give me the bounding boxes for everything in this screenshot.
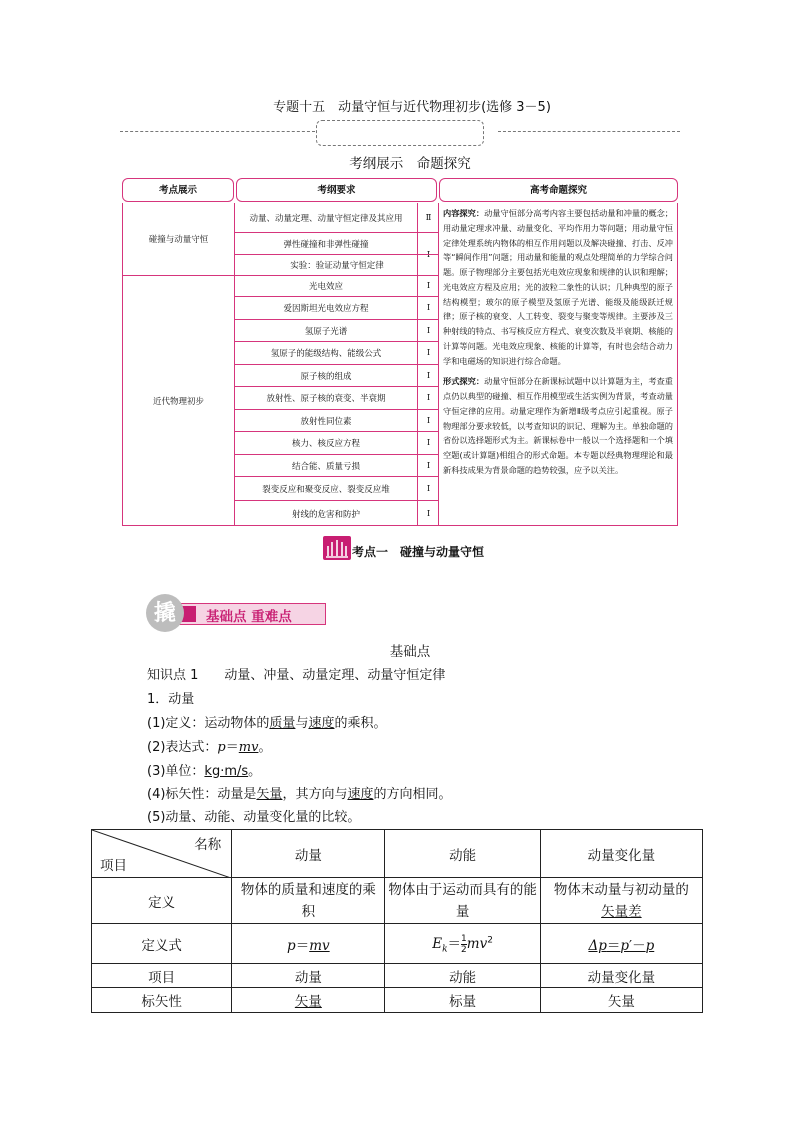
comparison-intro: (5)动量、动能、动量变化量的比较。 bbox=[147, 810, 361, 825]
point-icon bbox=[323, 536, 351, 560]
section-subtitle: 考纲展示 命题探究 bbox=[349, 156, 471, 172]
requirement-level: Ⅰ bbox=[417, 432, 439, 454]
requirement-text: 原子核的组成 bbox=[300, 371, 352, 382]
def-momentum-change: 物体末动量与初动量的 矢量差 bbox=[540, 878, 702, 924]
requirement-row bbox=[235, 341, 439, 364]
requirement-level: Ⅰ bbox=[417, 342, 439, 364]
badge-text: 基础点 重难点 bbox=[206, 609, 292, 625]
topic-modern-physics: 近代物理初步 bbox=[152, 397, 204, 407]
vec-momentum: 矢量 bbox=[232, 988, 385, 1013]
requirement-level: Ⅰ bbox=[417, 233, 439, 276]
requirement-level: Ⅰ bbox=[417, 297, 439, 319]
requirement-text: 射线的危害和防护 bbox=[291, 509, 360, 520]
title-dashed-box bbox=[316, 120, 484, 146]
requirement-row bbox=[235, 275, 439, 296]
row-label-formula: 定义式 bbox=[92, 924, 232, 964]
requirement-text: 氢原子的能级结构、能级公式 bbox=[270, 349, 382, 359]
requirement-level: Ⅰ bbox=[417, 365, 439, 386]
requirement-text: 氢原子光谱 bbox=[304, 326, 348, 337]
requirement-level: Ⅰ bbox=[417, 455, 439, 476]
requirement-text: 弹性碰撞和非弹性碰撞 bbox=[283, 239, 369, 250]
corner-cell: 名称 项目 bbox=[92, 830, 232, 878]
exploration-text bbox=[443, 206, 673, 478]
def-momentum: 物体的质量和速度的乘积 bbox=[232, 878, 385, 924]
def-kinetic-energy: 物体由于运动而具有的能量 bbox=[385, 878, 540, 924]
requirement-text: 实验：验证动量守恒定律 bbox=[290, 261, 384, 271]
requirement-text: 结合能、质量亏损 bbox=[291, 461, 360, 472]
expression-line: (2)表达式：p＝mv。 bbox=[147, 740, 272, 755]
page-title: 专题十五 动量守恒与近代物理初步(选修 3－5) bbox=[273, 100, 551, 115]
col-momentum: 动量 bbox=[232, 830, 385, 878]
requirement-text: 动量、动量定理、动量守恒定律及其应用 bbox=[249, 213, 403, 224]
item-kinetic-energy: 动能 bbox=[385, 964, 540, 988]
requirement-row bbox=[235, 431, 439, 454]
requirement-level: Ⅰ bbox=[417, 320, 439, 341]
requirement-text: 放射性同位素 bbox=[300, 416, 352, 427]
formula-momentum: p＝mv bbox=[232, 924, 385, 964]
form-text: 动量守恒部分在新课标试题中以计算题为主，考查重点仍以典型的碰撞、相互作用模型或生活实例为背景，考查动量守恒定律的应用。动量定理作为新增Ⅱ级考点应引起重视。原子物理部分要求较低，以考查知识的识记、理解为主。单独命题的省份以选择题形式为主。新课标卷中一般以一个选择题和一个填空题(或计算题)相组合的形式命题。本专题以经典物理理论和最新科技成果为背景命题的趋势较强，应予以关注。 bbox=[443, 376, 673, 475]
requirement-text: 爱因斯坦光电效应方程 bbox=[283, 304, 369, 314]
requirement-level: Ⅰ bbox=[417, 477, 439, 500]
requirement-level: Ⅰ bbox=[417, 276, 439, 296]
vec-kinetic-energy: 标量 bbox=[385, 988, 540, 1013]
requirement-level: Ⅰ bbox=[417, 387, 439, 409]
vector-line: (4)标矢性：动量是矢量，其方向与速度的方向相同。 bbox=[147, 787, 452, 802]
col-momentum-change: 动量变化量 bbox=[540, 830, 702, 878]
requirement-level: Ⅱ bbox=[417, 203, 439, 232]
badge-seal: 撬 bbox=[146, 594, 184, 632]
knowledge-point: 知识点 1 动量、冲量、动量定理、动量守恒定律 bbox=[147, 668, 446, 683]
definition-line: (1)定义：运动物体的质量与速度的乘积。 bbox=[147, 716, 387, 731]
item-heading: 1．动量 bbox=[147, 692, 195, 707]
requirement-row bbox=[235, 454, 439, 476]
item-momentum: 动量 bbox=[232, 964, 385, 988]
requirement-row bbox=[235, 296, 439, 319]
requirement-text: 核力、核反应方程 bbox=[291, 439, 360, 449]
item-momentum-change: 动量变化量 bbox=[540, 964, 702, 988]
header-topics: 考点展示 bbox=[122, 178, 234, 202]
requirement-row bbox=[235, 319, 439, 341]
requirement-row bbox=[235, 254, 439, 275]
header-requirements: 考纲要求 bbox=[236, 178, 437, 202]
requirement-row bbox=[235, 409, 439, 431]
unit-line: (3)单位：kg·m/s。 bbox=[147, 764, 262, 779]
requirement-row bbox=[235, 500, 439, 526]
form-label: 形式探究： bbox=[443, 376, 485, 387]
content-text: 动量守恒部分高考内容主要包括动量和冲量的概念；用动量定理求冲量、动量变化、平均作用力等问题；用动量守恒定律处理系统内物体的相互作用问题以及解决碰撞、打击、反冲等“瞬间作用”问题；用动量和能量的观点处理简单的力学综合问题。原子物理部分主要包括光电效应现象和规律的认识和理解；光电效应方程及应用；光的波粒二象性的认识；几种典型的原子结构模型；玻尔的原子模型及氢原子光谱、能级及能级跃迁规律；原子核的衰变、人工转变、裂变与聚变等规律。主要涉及三种射线的特点、书写核反应方程式、衰变次数及半衰期、核能的计算等问题。光电效应现象、核能的计算等，有时也会结合动力学和电磁场的知识进行综合命题。 bbox=[443, 208, 673, 366]
vec-momentum-change: 矢量 bbox=[540, 988, 702, 1013]
requirement-row bbox=[235, 476, 439, 500]
row-label-definition: 定义 bbox=[92, 878, 232, 924]
requirement-row bbox=[235, 203, 439, 232]
formula-kinetic-energy: $E_k=$ $\frac{1}{2}$ $mv^2$ bbox=[385, 924, 540, 964]
requirement-text: 放射性、原子核的衰变、半衰期 bbox=[266, 394, 386, 404]
header-exploration: 高考命题探究 bbox=[439, 178, 678, 202]
section-title: 基础点 bbox=[389, 644, 431, 660]
topic-collision: 碰撞与动量守恒 bbox=[148, 235, 209, 245]
requirement-text: 光电效应 bbox=[308, 282, 343, 292]
col-kinetic-energy: 动能 bbox=[385, 830, 540, 878]
requirement-level: Ⅰ bbox=[417, 410, 439, 431]
divider-left bbox=[120, 131, 315, 132]
requirement-row bbox=[235, 386, 439, 409]
point-title: 考点一 碰撞与动量守恒 bbox=[352, 545, 485, 559]
requirement-row bbox=[235, 364, 439, 386]
requirement-row bbox=[235, 232, 439, 260]
divider-right bbox=[498, 131, 680, 132]
requirement-text: 裂变反应和聚变反应、裂变反应堆 bbox=[262, 484, 390, 495]
comparison-table bbox=[91, 829, 703, 1013]
formula-momentum-change: Δp＝p′－p bbox=[540, 924, 702, 964]
requirement-level: Ⅰ bbox=[417, 501, 439, 526]
row-label-vector: 标矢性 bbox=[92, 988, 232, 1013]
content-label: 内容探究： bbox=[443, 208, 485, 218]
row-label-item: 项目 bbox=[92, 964, 232, 988]
